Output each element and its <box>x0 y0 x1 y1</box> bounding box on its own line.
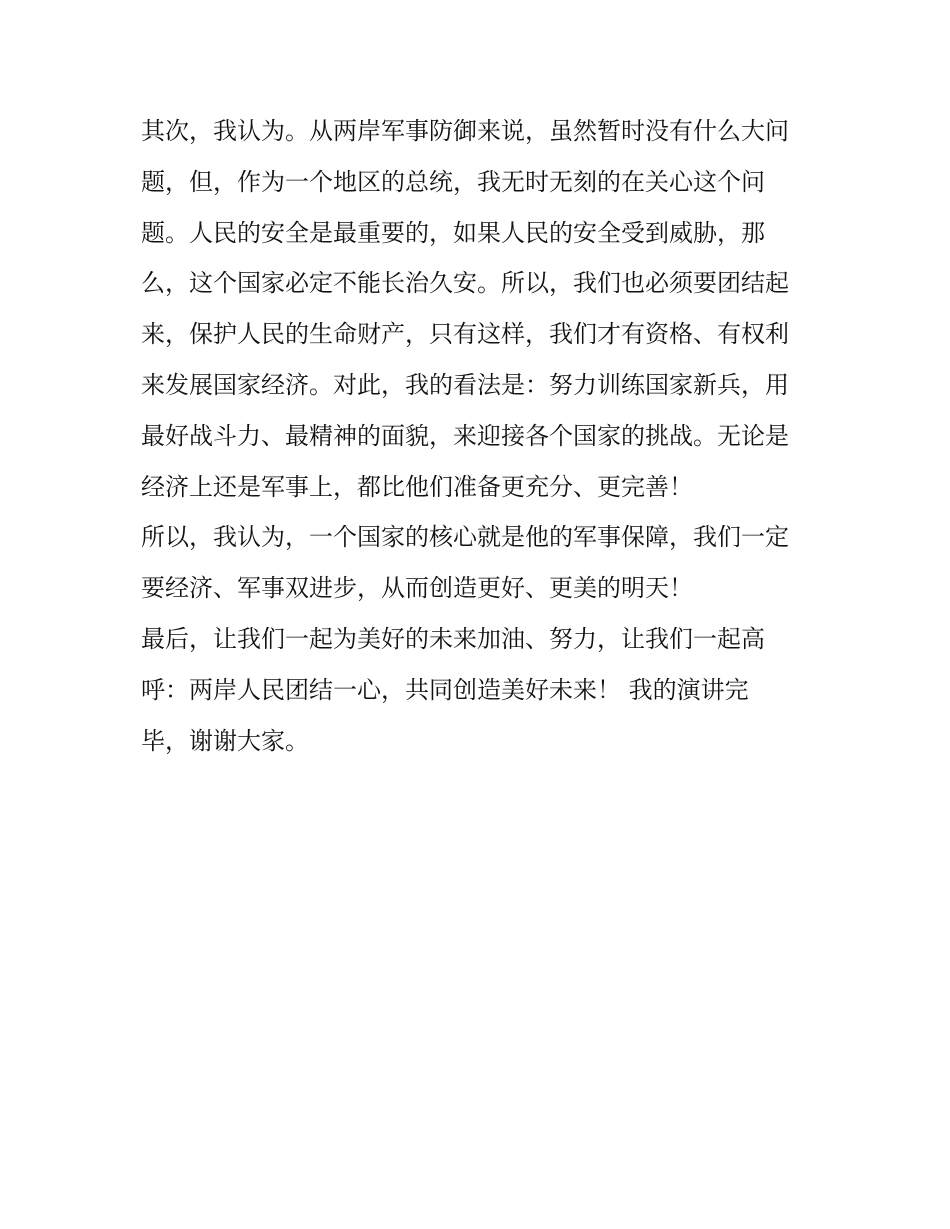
text-line: 最后，让我们一起为美好的未来加油、努力，让我们一起高 <box>141 624 765 653</box>
text-line: 么，这个国家必定不能长治久安。所以，我们也必须要团结起 <box>141 269 789 298</box>
text-line: 来，保护人民的生命财产，只有这样，我们才有资格、有权利 <box>141 320 789 349</box>
text-line: 经济上还是军事上，都比他们准备更充分、更完善！ <box>141 472 693 501</box>
speech-text <box>141 106 813 766</box>
text-line: 要经济、军事双进步，从而创造更好、更美的明天！ <box>141 574 693 603</box>
text-line: 呼：两岸人民团结一心，共同创造美好未来！ 我的演讲完 <box>141 675 749 704</box>
text-line: 所以，我认为，一个国家的核心就是他的军事保障，我们一定 <box>141 523 789 552</box>
text-line: 最好战斗力、最精神的面貌，来迎接各个国家的挑战。无论是 <box>141 421 789 450</box>
text-line: 其次，我认为。从两岸军事防御来说，虽然暂时没有什么大问 <box>141 117 789 145</box>
text-line: 毕，谢谢大家。 <box>141 726 309 755</box>
text-line: 题，但，作为一个地区的总统，我无时无刻的在关心这个问 <box>141 167 765 196</box>
text-line: 题。人民的安全是最重要的，如果人民的安全受到威胁，那 <box>141 218 765 247</box>
text-line: 来发展国家经济。对此，我的看法是：努力训练国家新兵，用 <box>141 370 789 399</box>
